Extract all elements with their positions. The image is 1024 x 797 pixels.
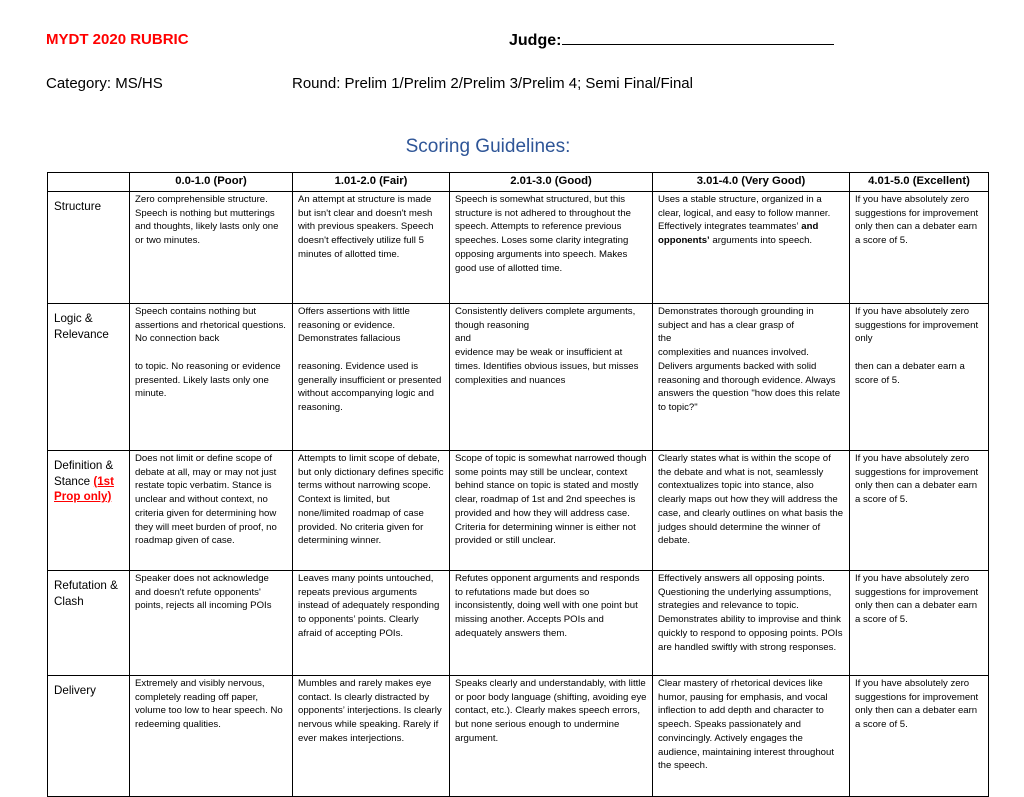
table-header-row <box>48 173 989 192</box>
rubric-cell: If you have absolutely zero suggestions for improvement only then can a debater earn a score of 5. <box>850 304 989 451</box>
rubric-cell: Scope of topic is somewhat narrowed though some points may still be unclear, context behind stance on topic is stated and mostly clear, roadmap of 1st and 2nd speeches is provided and how they will address case. Criteria for determining winner is either not provided or still unclear. <box>450 451 653 571</box>
rubric-cell: Leaves many points untouched, repeats previous arguments instead of adequately responding to opponents’ points. Clearly afraid of accepting POIs. <box>293 571 450 676</box>
prop-only-note: (1st Prop only) <box>54 474 114 503</box>
column-header: 1.01-2.0 (Fair) <box>293 173 450 192</box>
table-row <box>48 304 989 451</box>
column-header: 3.01-4.0 (Very Good) <box>653 173 850 192</box>
rubric-cell: Clearly states what is within the scope of the debate and what is not, seamlessly contextualizes topic into stance, also clearly maps out how they will address the case, and clearly outlines on what basis the judges should determine the winner of debate. <box>653 451 850 571</box>
judge-label: Judge: <box>509 32 562 49</box>
row-label: Definition & Stance (1st Prop only) <box>48 451 130 571</box>
corner-cell <box>48 173 130 192</box>
rubric-cell: Speech is somewhat structured, but this structure is not adhered to throughout the speech. Attempts to reference previous speeches. Loses some clarity integrating opposing arguments into speech. Makes good use of allotted time. <box>450 192 653 304</box>
table-row <box>48 451 989 571</box>
rubric-cell: Effectively answers all opposing points. Questioning the underlying assumptions, strategies and relevance to topic. Demonstrates ability to improvise and think quickly to respond to opposing points. POIs are handled swiftly with strong responses. <box>653 571 850 676</box>
rubric-cell: Speech contains nothing but assertions and rhetorical questions. No connection back to topic. No reasoning or evidence presented. Likely lasts only one minute. <box>130 304 293 451</box>
rubric-cell: Does not limit or define scope of debate at all, may or may not just restate topic verbatim. Stance is unclear and without context, no criteria given for determining how they will meet burden of proof, no roadmap given of case. <box>130 451 293 571</box>
table-row <box>48 192 989 304</box>
judge-field <box>509 30 834 50</box>
rubric-cell: Uses a stable structure, organized in a clear, logical, and easy to follow manner. Effectively integrates teammates’ and opponents’ arguments into speech. <box>653 192 850 304</box>
rubric-cell: Offers assertions with little reasoning or evidence. Demonstrates fallacious reasoning. Evidence used is generally insufficient or presented without accompanying logic and reasoning. <box>293 304 450 451</box>
row-label: Refutation & Clash <box>48 571 130 676</box>
rubric-cell: Extremely and visibly nervous, completely reading off paper, volume too low to hear speech. No redeeming qualities. <box>130 676 293 797</box>
rubric-cell: Clear mastery of rhetorical devices like humor, pausing for emphasis, and vocal inflection to add depth and character to speech. Speaks passionately and convincingly. Actively engages the audience, maintaining interest throughout the speech. <box>653 676 850 797</box>
rubric-cell: If you have absolutely zero suggestions for improvement only then can a debater earn a score of 5. <box>850 451 989 571</box>
table-row <box>48 571 989 676</box>
rubric-cell: Attempts to limit scope of debate, but only dictionary defines specific terms without narrowing scope. Context is limited, but none/limited roadmap of case provided. No criteria given for determining winner. <box>293 451 450 571</box>
column-header: 0.0-1.0 (Poor) <box>130 173 293 192</box>
rubric-cell: Mumbles and rarely makes eye contact. Is clearly distracted by opponents’ interjections. Is clearly nervous while speaking. Rarely if ever makes interjections. <box>293 676 450 797</box>
rubric-cell: Speaks clearly and understandably, with little or poor body language (shifting, avoiding eye contact, etc.). Clearly makes speech errors, but none serious enough to undermine argument. <box>450 676 653 797</box>
scoring-table <box>47 172 989 797</box>
rubric-cell: An attempt at structure is made but isn't clear and doesn't mesh with previous speakers. Speech doesn't effectively utilize full 5 minutes of allotted time. <box>293 192 450 304</box>
rubric-title: MYDT 2020 RUBRIC <box>46 31 189 48</box>
rubric-cell: If you have absolutely zero suggestions for improvement only then can a debater earn a score of 5. <box>850 571 989 676</box>
rubric-cell: Consistently delivers complete arguments, though reasoning and evidence may be weak or insufficient at times. Identifies obvious issues, but misses complexities and nuances <box>450 304 653 451</box>
section-title: Scoring Guidelines: <box>405 136 571 157</box>
column-header: 2.01-3.0 (Good) <box>450 173 653 192</box>
round-label: Round: Prelim 1/Prelim 2/Prelim 3/Prelim 4; Semi Final/Final <box>292 75 693 92</box>
rubric-cell: Speaker does not acknowledge and doesn't refute opponents' points, rejects all incoming POIs <box>130 571 293 676</box>
row-label: Logic & Relevance <box>48 304 130 451</box>
rubric-cell: Zero comprehensible structure. Speech is nothing but mutterings and thoughts, likely lasts only one or two minutes. <box>130 192 293 304</box>
row-label: Delivery <box>48 676 130 797</box>
row-label: Structure <box>48 192 130 304</box>
rubric-cell: Refutes opponent arguments and responds to refutations made but does so inconsistently, doing well with one point but missing another. Accepts POIs and adequately answers them. <box>450 571 653 676</box>
rubric-cell: If you have absolutely zero suggestions for improvement only then can a debater earn a score of 5. <box>850 192 989 304</box>
table-row <box>48 676 989 797</box>
rubric-cell: If you have absolutely zero suggestions for improvement only then can a debater earn a score of 5. <box>850 676 989 797</box>
judge-blank-line <box>562 30 834 45</box>
category-label: Category: MS/HS <box>46 75 163 92</box>
column-header: 4.01-5.0 (Excellent) <box>850 173 989 192</box>
rubric-cell: Demonstrates thorough grounding in subject and has a clear grasp of the complexities and nuances involved. Delivers arguments backed with solid reasoning and thorough evidence. Always answers the question "how does this relate to topic?" <box>653 304 850 451</box>
